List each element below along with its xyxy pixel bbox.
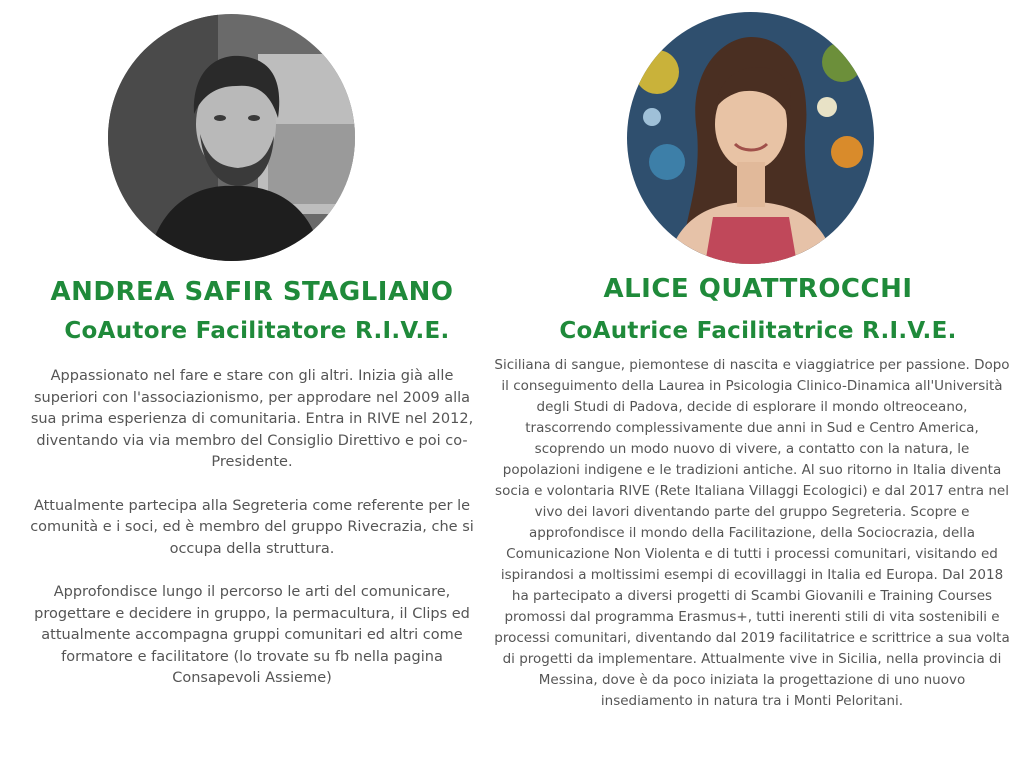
alice-bio-paragraph: Siciliana di sangue, piemontese di nascita e viaggiatrice per passione. Dopo il conseguimento della Laurea in Psicologia Clinico-Dinamica all'Università degli Studi di Padova, decide di esplorare il mondo oltreoceano, trascorrendo complessivamente due anni in Sud e Centro America, scoprendo un modo nuovo di vivere, a contatto con la natura, le popolazioni indigene e le tradizioni antiche. Al suo ritorno in Italia diventa socia e volontaria RIVE (Rete Italiana Villaggi Ecologici) e dal 2017 entra nel vivo dei lavori diventando parte del gruppo Segreteria. Scopre e approfondisce il mondo della Facilitazione, della Sociocrazia, della Comunicazione Non Violenta e di tutti i processi comunitari, visitando ed ispirandosi a moltissimi esempi di ecovillaggi in Italia ed Europa. Dal 2018 ha partecipato a diversi progetti di Scambi Giovanili e Training Courses promossi dal programma Erasmus+, tutti inerenti stili di vita sostenibili e processi comunitari, diventando dal 2019 facilitatrice e scrittrice a sua volta di progetti da implementare. Attualmente vive in Sicilia, nella provincia di Messina, dove è da poco iniziata la progettazione di uno nuovo insediamento in natura tra i Monti Peloritani. xyxy=(494,357,1010,709)
andrea-role-subtitle: CoAutore Facilitatore R.I.V.E. xyxy=(64,318,450,344)
alice-role-subtitle: CoAutrice Facilitatrice R.I.V.E. xyxy=(559,318,957,344)
alice-name-heading: ALICE QUATTROCCHI xyxy=(603,274,913,304)
andrea-portrait-photo xyxy=(108,14,355,261)
andrea-bio xyxy=(28,366,476,712)
andrea-name-heading: ANDREA SAFIR STAGLIANO xyxy=(50,277,454,307)
andrea-bio-paragraph: Appassionato nel fare e stare con gli altri. Inizia già alle superiori con l'associazionismo, per approdare nel 2009 alla sua prima esperienza di comunitaria. Entra in RIVE nel 2012, diventando via via membro del Consiglio Direttivo e poi co-Presidente. xyxy=(30,368,474,471)
alice-portrait-photo xyxy=(627,12,874,264)
andrea-bio-paragraph: Approfondisce lungo il percorso le arti del comunicare, progettare e decidere in gruppo, la permacultura, il Clips ed attualmente accompagna gruppi comunitari ed altri come formatore e facilitatore (lo trovate su fb nella pagina Consapevoli Assieme) xyxy=(34,583,470,687)
alice-bio xyxy=(494,355,1010,712)
andrea-bio-paragraph: Attualmente partecipa alla Segreteria come referente per le comunità e i soci, ed è membro del gruppo Rivecrazia, che si occupa della struttura. xyxy=(30,497,474,557)
